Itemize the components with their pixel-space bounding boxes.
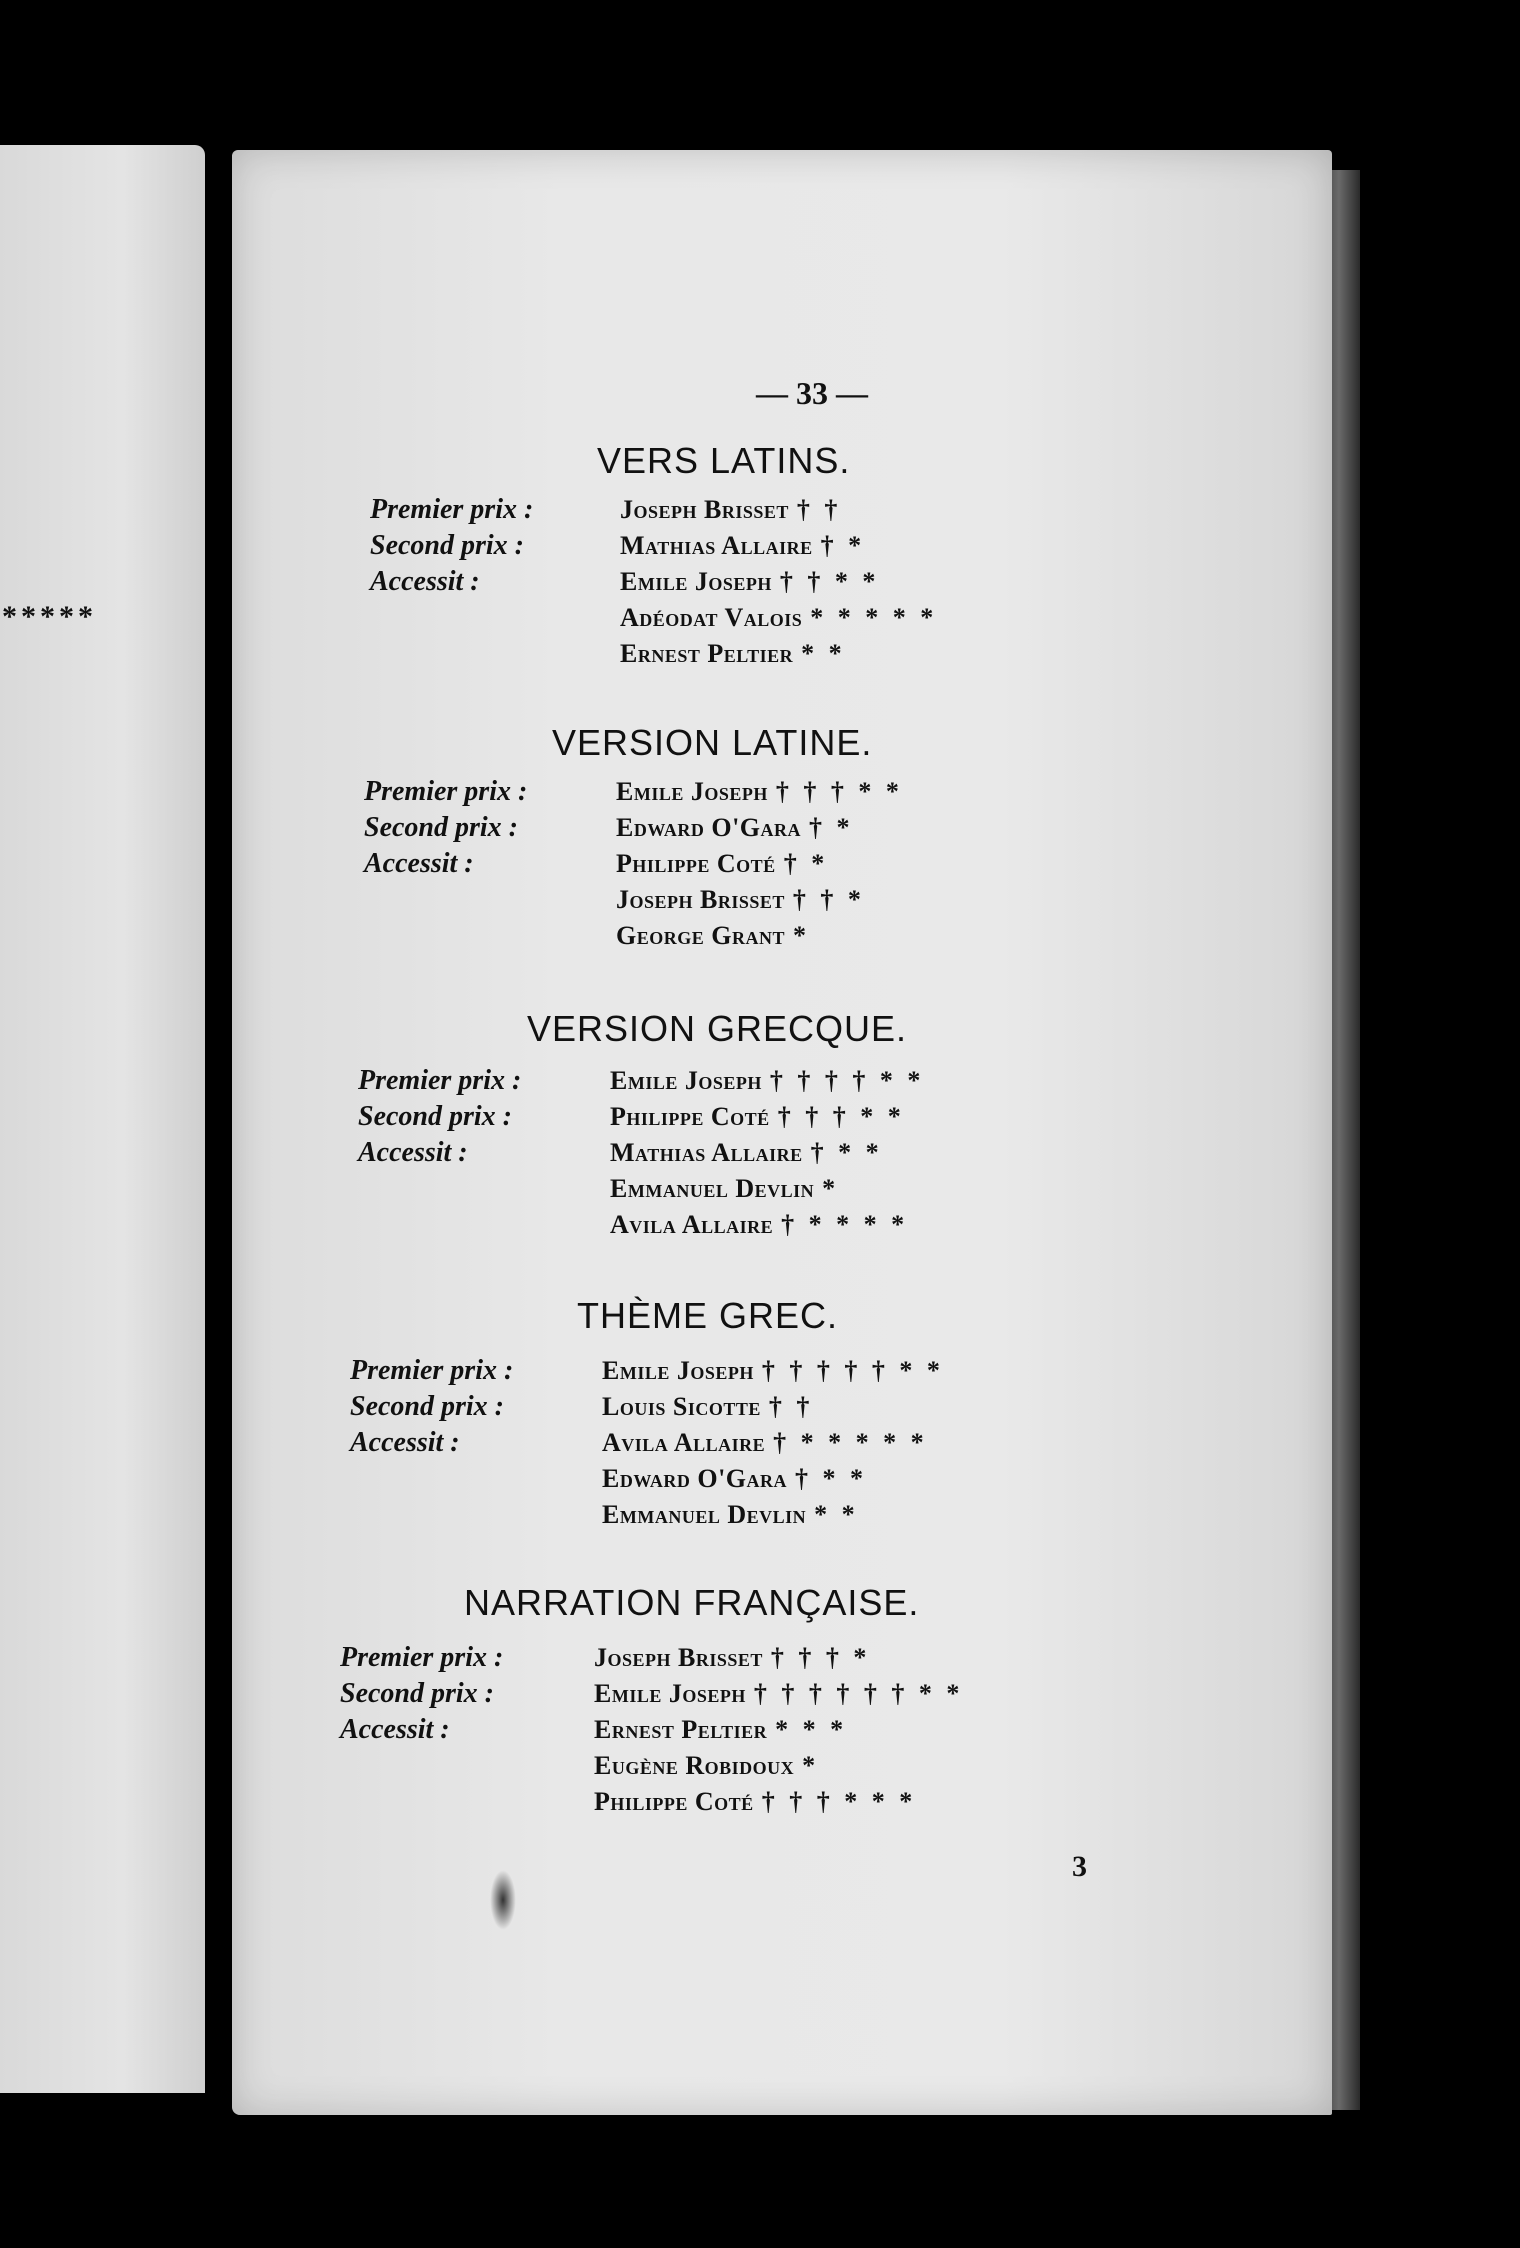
label-accessit: Accessit :: [350, 1427, 460, 1458]
list-item: Emile Joseph † † * *: [620, 567, 880, 596]
list-item: Louis Sicotte † †: [602, 1392, 814, 1421]
list-item: Emile Joseph † † † † † * *: [602, 1356, 944, 1385]
entry-list: [620, 492, 937, 672]
label-accessit: Accessit :: [364, 848, 474, 879]
section-title: VERS LATINS.: [597, 440, 851, 481]
label-second-prix: Second prix :: [340, 1678, 494, 1709]
entry-list: [602, 1353, 944, 1533]
prize-labels: [364, 774, 527, 882]
label-premier-prix: Premier prix :: [340, 1642, 504, 1673]
label-accessit: Accessit :: [370, 566, 480, 597]
list-item: Edward O'Gara † *: [616, 813, 854, 842]
list-item: Joseph Brisset † † *: [616, 885, 865, 914]
left-page-fragment: [0, 145, 205, 2093]
entry-list: [610, 1063, 924, 1243]
list-item: Philippe Coté † *: [616, 849, 829, 878]
list-item: Mathias Allaire † * *: [610, 1138, 883, 1167]
label-premier-prix: Premier prix :: [370, 494, 534, 525]
list-item: George Grant *: [616, 921, 810, 950]
label-accessit: Accessit :: [358, 1137, 468, 1168]
list-item: Avila Allaire † * * * * *: [602, 1428, 928, 1457]
label-second-prix: Second prix :: [350, 1391, 504, 1422]
label-second-prix: Second prix :: [364, 812, 518, 843]
list-item: Joseph Brisset † †: [620, 495, 842, 524]
list-item: Adéodat Valois * * * * *: [620, 603, 938, 632]
document-page: [232, 150, 1332, 2115]
list-item: Joseph Brisset † † † *: [594, 1643, 871, 1672]
entry-list: [616, 774, 903, 954]
section-title: THÈME GREC.: [577, 1295, 839, 1336]
list-item: Emile Joseph † † † * *: [616, 777, 903, 806]
list-item: Emmanuel Devlin *: [610, 1174, 840, 1203]
list-item: Ernest Peltier * * *: [594, 1715, 848, 1744]
label-premier-prix: Premier prix :: [364, 776, 528, 807]
label-premier-prix: Premier prix :: [350, 1355, 514, 1386]
left-page-stars: *****: [2, 600, 97, 633]
list-item: Philippe Coté † † † * * *: [594, 1787, 917, 1816]
list-item: Ernest Peltier * *: [620, 639, 846, 668]
list-item: Emile Joseph † † † † * *: [610, 1066, 925, 1095]
list-item: Edward O'Gara † * *: [602, 1464, 868, 1493]
section-title: NARRATION FRANÇAISE.: [464, 1582, 920, 1623]
section-title: VERSION LATINE.: [552, 722, 873, 763]
prize-labels: [340, 1640, 503, 1748]
prize-labels: [370, 492, 533, 600]
prize-labels: [350, 1353, 513, 1461]
section-title: VERSION GRECQUE.: [527, 1008, 908, 1049]
label-second-prix: Second prix :: [358, 1101, 512, 1132]
list-item: Avila Allaire † * * * *: [610, 1210, 909, 1239]
label-premier-prix: Premier prix :: [358, 1065, 522, 1096]
list-item: Mathias Allaire † *: [620, 531, 866, 560]
ink-smudge: [490, 1870, 516, 1930]
list-item: Eugène Robidoux *: [594, 1751, 820, 1780]
label-accessit: Accessit :: [340, 1714, 450, 1745]
entry-list: [594, 1640, 963, 1820]
list-item: Emmanuel Devlin * *: [602, 1500, 859, 1529]
signature-mark: 3: [1072, 1850, 1087, 1883]
list-item: Philippe Coté † † † * *: [610, 1102, 905, 1131]
page-number: — 33 —: [756, 375, 868, 411]
list-item: Emile Joseph † † † † † † * *: [594, 1679, 964, 1708]
prize-labels: [358, 1063, 521, 1171]
label-second-prix: Second prix :: [370, 530, 524, 561]
